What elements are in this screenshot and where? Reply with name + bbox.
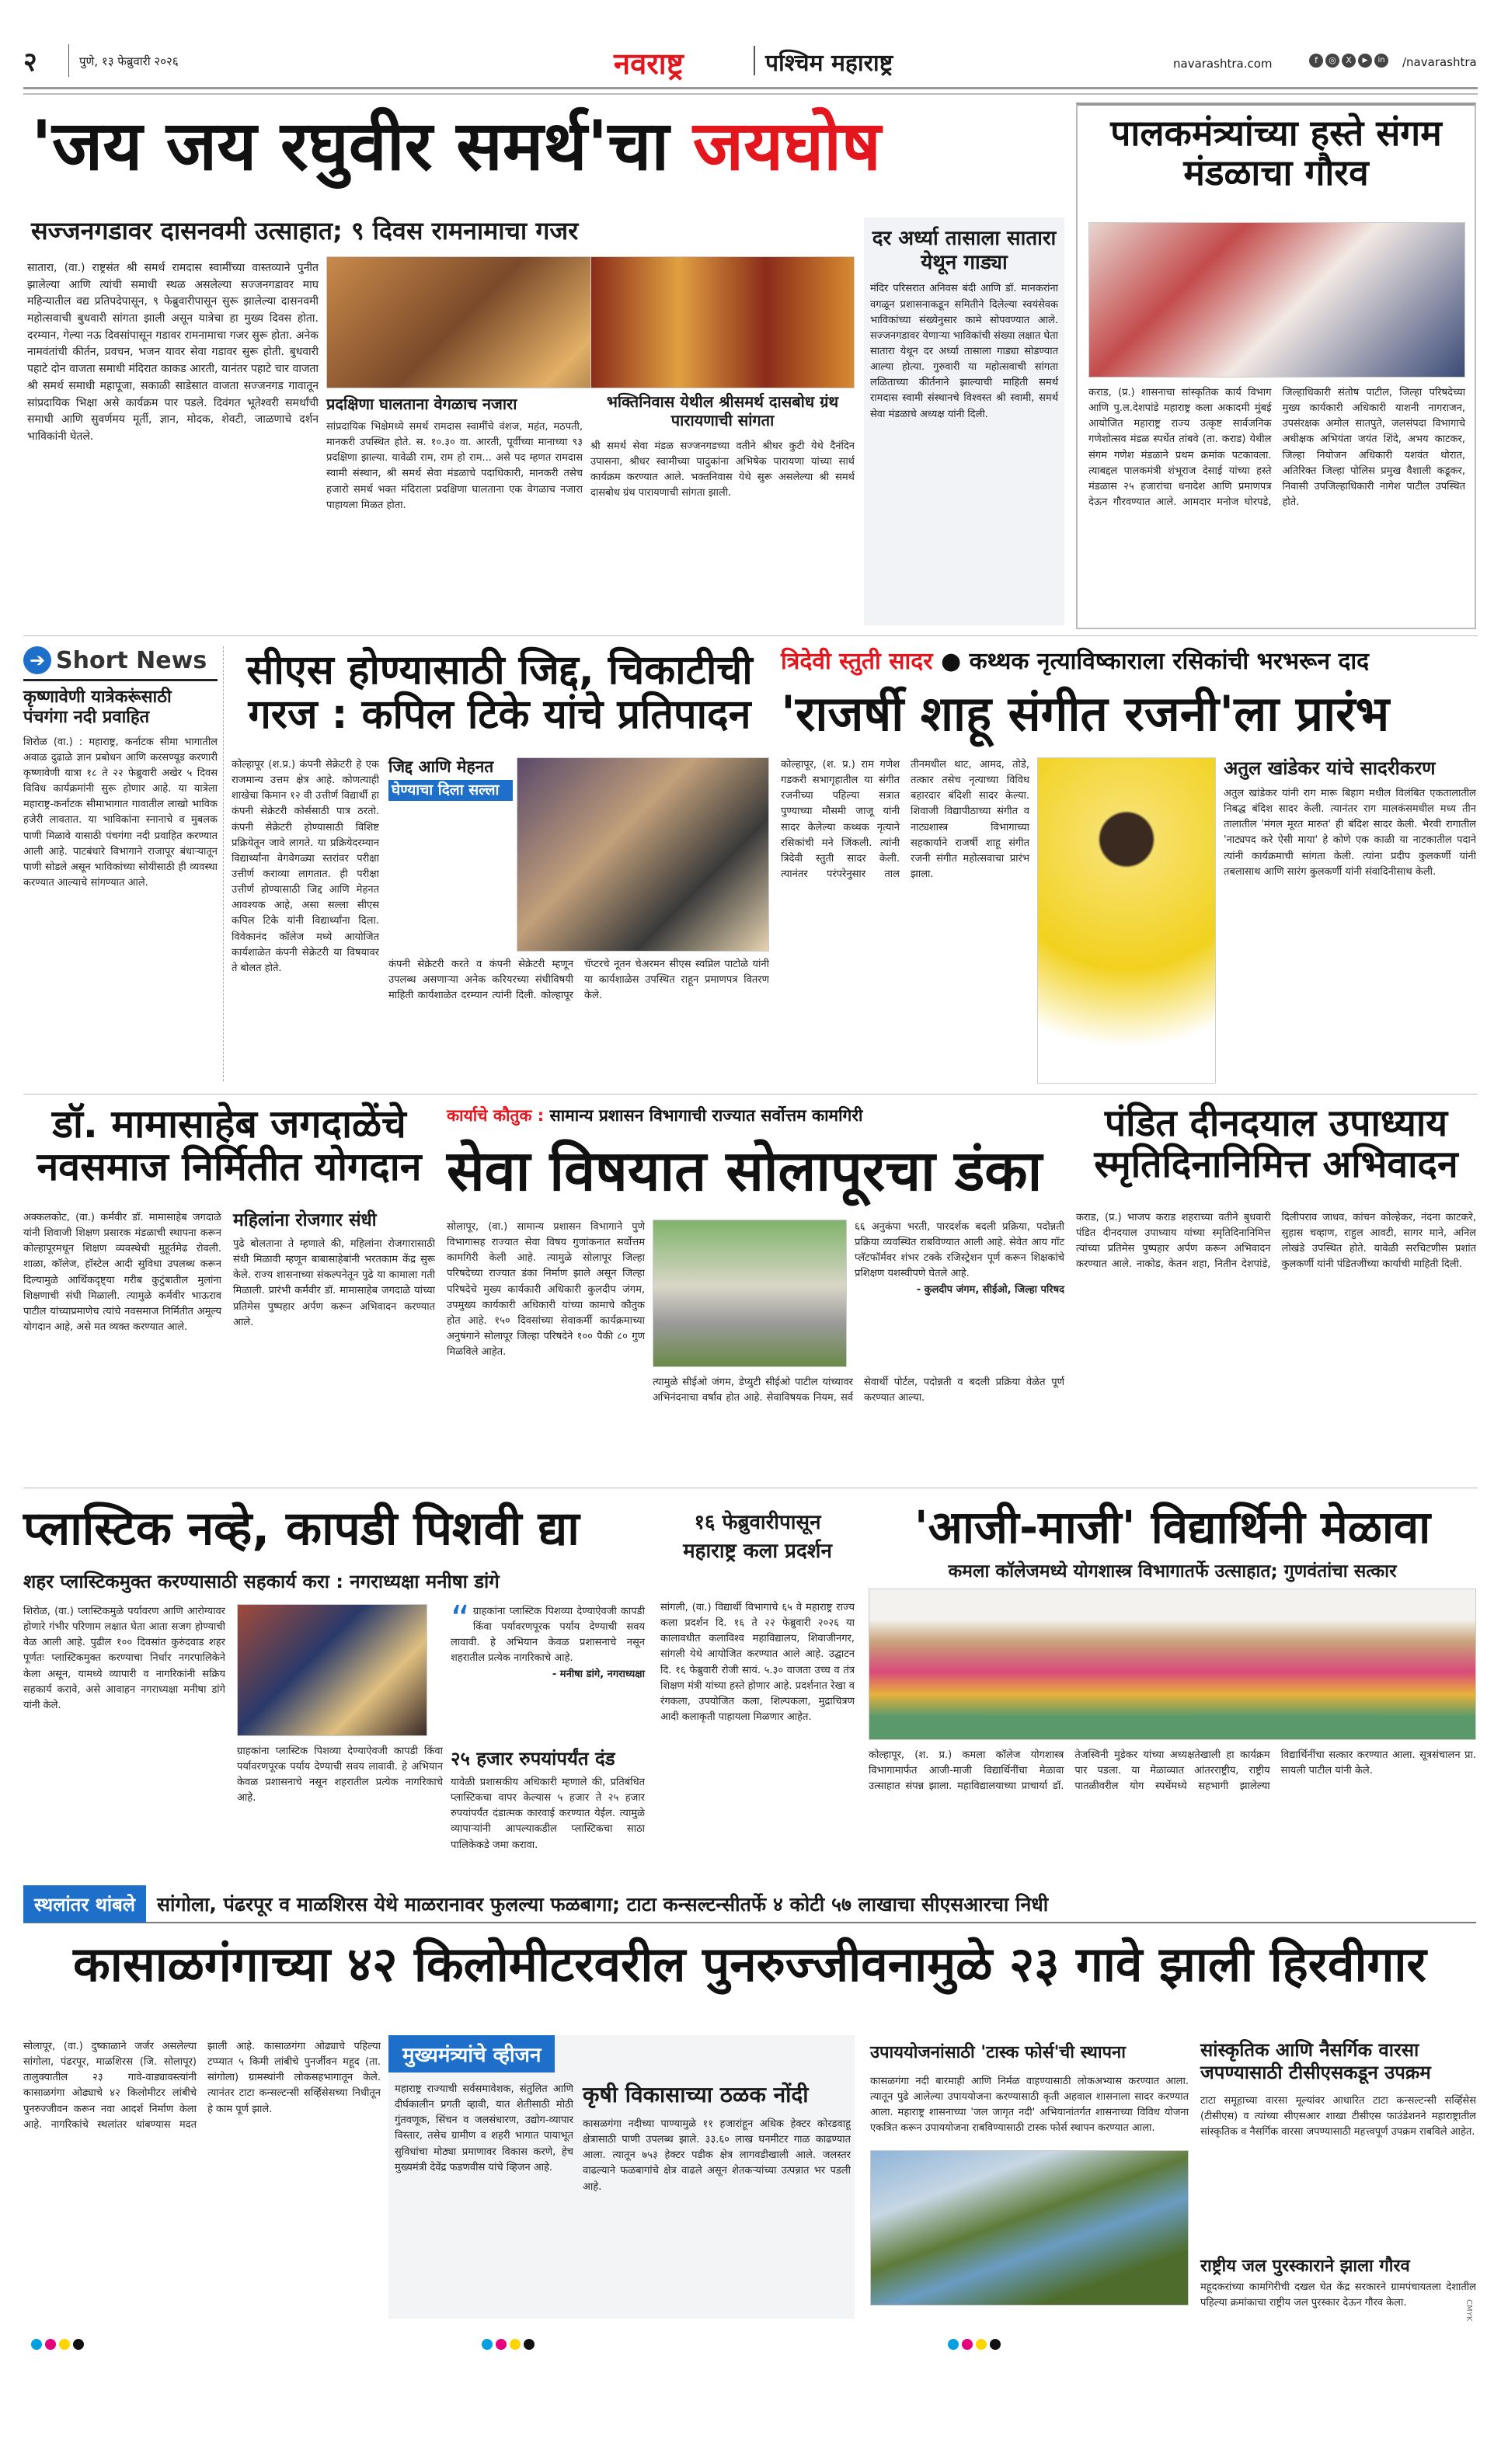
arrow-icon: ➔ — [23, 646, 51, 674]
deendayal-headline: पंडित दीनदयाल उपाध्याय स्मृतिदिनानिमित्त अभिवादन — [1094, 1101, 1458, 1186]
x-icon[interactable]: X — [1342, 54, 1356, 68]
cmyk-mark: CMYK — [1464, 2299, 1473, 2322]
registration-marks-left — [31, 2338, 87, 2353]
cs-inset — [388, 757, 513, 801]
tcs-title: सांस्कृतिक आणि नैसर्गिक वारसा जपण्यासाठी टीसीएसकडून उपक्रम — [1200, 2039, 1431, 2083]
rajarshi-body: कोल्हापूर, (श. प्र.) राम गणेश गडकरी सभागृहातील या संगीत रजनीच्या पहिल्या सत्रात पुण्याच्या मौसमी जाजू यांनी सादर केलेल्या कथ्थक नृत्याने रसिकांची मने जिंकली. त्यांनी त्रिदेवी स्तुती सादर केली. त्यानंतर परंपरेनुसार ताल तीनमधील थाट, आमद, तोडे, तत्कार तसेच नृत्याच्या विविध बहारदार बंदिशी सादर केल्या. शिवाजी विद्यापीठाच्या संगीत व नाट्यशास्त्र विभागाच्या सहकार्याने राजर्षी शाहू संगीत रजनी संगीत महोत्सवाचा प्रारंभ झाला. — [781, 759, 1029, 880]
linkedin-icon[interactable]: in — [1374, 54, 1388, 68]
facebook-icon[interactable]: f — [1309, 54, 1323, 68]
task-title: उपाययोजनांसाठी 'टास्क फोर्स'ची स्थापना — [870, 2043, 1126, 2062]
mamasaheb-body: अक्कलकोट, (वा.) कर्मवीर डॉ. मामासाहेब जगदाळे यांनी शिवाजी शिक्षण प्रसारक मंडळाची स्थापना करून कोल्हापूरमधून शिक्षण व्यवस्थेची मुहूर्तमेढ रोवली. शाळा, कॉलेज, हॉस्टेल आदी सुविधा उपलब्ध करून दिल्यामुळे आर्थिकदृष्ट्या गरीब कुटुंबातील मुलांना शिक्षणाची संधी मिळाली. त्यामुळे कर्मवीर भाऊराव पाटील यांच्याप्रमाणेच त्यांचे नवसमाज निर्मितीत अमूल्य योगदान आहे, असे मत व्यक्त करण्यात आले. — [23, 1212, 221, 1333]
youtube-icon[interactable]: ▶ — [1358, 54, 1372, 68]
plastic-body: शिरोळ, (वा.) प्लास्टिकमुळे पर्यावरण आणि आरोग्यावर होणारे गंभीर परिणाम लक्षात घेता आता सजग होण्याची वेळ आली आहे. पुढील १०० दिवसांत कुरुंदवाड शहर पूर्णतः प्लास्टिकमुक्त करण्याचा निर्धार नगरपालिकेने केला असून, यामध्ये व्यापारी व नागरिकांनी सक्रिय सहकार्य करावे, असे आवाहन नगराध्यक्षा मनीषा डांगे यांनी केले. — [23, 1606, 225, 1711]
instagram-icon[interactable]: ◎ — [1325, 54, 1339, 68]
tcs-body: टाटा समूहाच्या वारसा मूल्यांवर आधारित टाटा कन्सल्टन्सी सर्व्हिसेस (टीसीएस) व त्यांच्या सीएसआर शाखा टीसीएस फाउंडेशनने महाराष्ट्रातील सांस्कृतिक व नैसर्गिक वारसा जपण्यासाठी महत्त्वपूर्ण उपक्रम राबविले आहेत. — [1200, 2095, 1476, 2139]
rajarshi-headline: 'राजर्षी शाहू संगीत रजनी'ला प्रारंभ — [781, 685, 1390, 742]
fine-body: यावेळी प्रशासकीय अधिकारी म्हणाले की, प्रतिबंधित प्लास्टिकचा वापर केल्यास ५ हजार ते २५ हजार रुपयांपर्यंत दंडात्मक कारवाई करण्यात येईल. त्यामुळे व्यापाऱ्यांनी आपल्याकडील प्लास्टिकचा साठा पालिकेकडे जमा करावा. — [451, 1777, 645, 1851]
right-top-headline: पालकमंत्र्यांच्या हस्ते संगम मंडळाचा गौरव — [1110, 112, 1442, 193]
plastic-body2: ग्राहकांना प्लास्टिक पिशव्या देण्याऐवजी कापडी किंवा पर्यावरणपूरक पर्याय देण्याची सवय लावावी. हे अभियान केवळ प्रशासनाचे नसून शहरातील प्रत्येक नागरिकाचे आहे. — [237, 1745, 443, 1804]
photo1-text: सांप्रदायिक भिक्षेमध्ये समर्थ रामदास स्वामींचे वंशज, महंत, मठपती, मानकरी उपस्थित होते. स. १०.३० वा. आरती, पूर्वीच्या मानाच्या ९३ प्रदक्षिणा झाल्या. यावेळी राम, राम हो राम... असे पद म्हणत रामदास स्वामी संस्थान, श्री समर्थ सेवा मंडळाचे पदाधिकारी, मानकरी तसेच हजारो समर्थ भक्त मंदिराला प्रदक्षिणा घालताना एक वेगळाच नजारा पाहायला मिळत होता. — [326, 421, 583, 511]
ticker-bar — [23, 1886, 1476, 1923]
social-handle[interactable]: /navarashtra — [1402, 55, 1477, 69]
photo1-caption: प्रदक्षिणा घालताना वेगळाच नजारा — [326, 395, 517, 413]
sidebar-title: दर अर्ध्या तासाला सातारा येथून गाड्या — [872, 227, 1057, 275]
mamasaheb-inset-title: महिलांना रोजगार संधी — [233, 1210, 377, 1230]
aaji-maji-subhead: कमला कॉलेजमध्ये योगशास्त्र विभागातर्फे उत्साहात; गुणवंतांचा सत्कार — [948, 1561, 1397, 1582]
art-expo-body: सांगली, (वा.) विद्यार्थी विभागाचे ६५ वे महाराष्ट्र राज्य कला प्रदर्शन दि. १६ ते २२ फेब्रुवारी २०२६ या कालावधीत कलाविश्व महाविद्यालय, शिवाजीनगर, सांगली येथे आयोजित करण्यात आले आहे. उद्घाटन दि. १६ फेब्रुवारी रोजी सायं. ५.३० वाजता उच्च व तंत्र शिक्षण मंत्री यांच्या हस्ते होणार आहे. प्रदर्शनात रेखा व रंगकला, उपयोजित कला, शिल्पकला, मुद्राचित्रण आदी कलाकृती पाहायला मिळणार आहेत. — [660, 1602, 855, 1723]
registration-marks-right — [948, 2338, 1004, 2353]
rajarshi-right-body: अतुल खांडेकर यांनी राग मारू बिहाग मधील विलंबित एकतालातील निबद्ध बंदिश सादर केली. त्यानंतर राग मालकंसमधील मध्य तीन तालातील 'मंगल मूरत मारुत' ही बंदिश सादर केली. भैरवी रागातील 'नाट्यपद करे ऐसी माया' हे कोणे एक काळी या नाटकातील पदाने त्यांनी कार्यक्रमाची सांगता केली. त्यांना प्रदीप कुलकर्णी यांनी तबलासाथ आणि सारंग कुलकर्णी यांनी संवादिनीसाथ केली. — [1224, 788, 1476, 878]
cs-inset-sub: घेण्याचा दिला सल्ला — [388, 780, 513, 801]
plastic-headline: प्लास्टिक नव्हे, कापडी पिशवी द्या — [23, 1502, 580, 1556]
rajarshi-subhead: अतुल खांडेकर यांचे सादरीकरण — [1224, 757, 1436, 779]
lead-body: सातारा, (वा.) राष्ट्रसंत श्री समर्थ रामदास स्वामींच्या वास्तव्याने पुनीत झालेल्या आणि त्यांची समाधी स्थळ असलेल्या सज्जनगडावर माघ महिन्यातील वद्य प्रतिपदेपासून, ९ फेब्रुवारीपासून सुरू झालेल्या दासनवमी महोत्सवाची बुधवारी सांगता झाली असून यात्रेचा हा मुख्य दिवस होता. दरम्यान, गेल्या नऊ दिवसांपासून गडावर रामनामाचा गजर सुरू होता. अनेक नामवंतांची कीर्तन, प्रवचन, भजन यावर सेवा गडावर सुरू होती. बुधवारी पहाटे दोन वाजता समाधी मंदिरात काकड आरती, यानंतर पहाटे चार वाजता श्री समर्थ समाधी महापूजा, सकाळी साडेसात वाजता सज्जनगड गावातून सांप्रदायिक भिक्षा असे कार्यक्रम पार पडले. दिवंगत भूतेश्वरी समर्थांची समाधी आणि सुवर्णमय मूर्ती, ज्ञान, मोदक, शेवटी, जाळणाचे दर्शन भाविकांनी घेतले. — [27, 262, 319, 443]
short-news-body: शिरोळ (वा.) : महाराष्ट्र, कर्नाटक सीमा भागातील अवाळ दुढाळे ज्ञान प्रबोधन आणि करसण्यूड करणारी कृष्णावेणी यात्रा १८ ते २२ फेब्रुवारी अखेर ५ दिवस विविध कार्यक्रमांनी सुरू होणार आहे. या यात्रेला महाराष्ट्र-कर्नाटक सीमाभागात गावातील लाखो भाविक हजेरी लावतात. या भाविकांना स्नानाचे व मुबलक पाणी मिळावे यासाठी पंचगंगा नदी प्रवाहित करण्यात आली आहे. पाटबंधारे विभागाने राजापूर बंधाऱ्यातून पाणी सोडले असून भाविकांच्या सोयीसाठी ही व्यवस्था करण्यात आल्याचे सांगण्यात आले. — [23, 736, 218, 889]
agri-title: कृषी विकासाच्या ठळक नोंदी — [583, 2082, 809, 2107]
page-header — [23, 43, 1478, 82]
award-body: महूदकरांच्या कामगिरीची दखल घेत केंद्र सरकारने ग्रामपंचायतला देशातील पहिल्या क्रमांकाचा राष्ट्रीय जल पुरस्कार देऊन गौरव केला. — [1200, 2281, 1476, 2309]
cs-inset-title: जिद्द आणि मेहनत — [388, 757, 494, 776]
photo2-caption: भक्तिनिवास येथील श्रीसमर्थ दासबोध ग्रंथ पारायणाची सांगता — [606, 392, 839, 430]
plastic-photo — [237, 1604, 427, 1736]
seva-kicker: कार्याचे कौतुक : सामान्य प्रशासन विभागाची राज्यात सर्वोत्तम कामगिरी — [447, 1106, 863, 1125]
short-news-headline: कृष्णावेणी यात्रेकरूंसाठी पंचगंगा नदी प्रवाहित — [23, 687, 172, 728]
sidebar-text: मंदिर परिसरात अनिवस बंदी आणि डॉ. मानकरांना वगळून प्रशासनाकडून समितीने दिलेल्या स्वयंसेवक भाविकांच्या संख्येनुसार कामे सोपवण्यात आले. सज्जनगडावर येणाऱ्या भाविकांची संख्या लक्षात घेता सातारा येथून दर अर्ध्या तासाला गाड्या सोडण्यात आल्या होत्या. गुरुवारी या महोत्सवाची सांगता लळिताच्या कीर्तनाने झाल्याची माहिती समर्थ रामदास स्वामी संस्थानचे विश्वस्त श्री स्वामी, समर्थ सेवा मंडळाचे अध्यक्ष यांनी दिली. — [870, 283, 1058, 420]
registration-marks-mid — [482, 2338, 538, 2353]
lead-headline: 'जय जय रघुवीर समर्थ'चा जयघोष — [31, 106, 881, 186]
fine-title: २५ हजार रुपयांपर्यंत दंड — [451, 1748, 615, 1770]
ticker-text: सांगोला, पंढरपूर व माळशिरस येथे माळरानावर फुलल्या फळबागा; टाटा कन्सल्टन्सीतर्फे ४ कोटी ५७ लाखाचा सीएसआरचा निधी — [157, 1893, 1049, 1916]
cs-caption: कंपनी सेक्रेटरी करते व कंपनी सेक्रेटरी म्हणून उपलब्ध असणाऱ्या अनेक करियरच्या संधीविषयी माहिती कार्यशाळेत दरम्यान त्यांनी दिली. कोल्हापूर चॅप्टरचे नूतन चेअरमन सीएस स्वप्निल पाटोळे यांनी या कार्यशाळेस उपस्थित राहून प्रमाणपत्र वितरण केले. — [388, 959, 769, 1002]
cm-vision-label: मुख्यमंत्र्यांचे व्हीजन — [388, 2035, 555, 2072]
photo2-text: श्री समर्थ सेवा मंडळ सज्जनगडच्या वतीने श्रीधर कुटी येथे दैनंदिन उपासना, श्रीधर स्वामीच्या पादुकांना अभिषेक पारायणा यांच्या सार्थ कार्यक्रम करण्यात आले. भक्तनिवास येथे सुरू असलेल्या श्री समर्थ दासबोध ग्रंथ पारायणाची सांगता झाली. — [590, 440, 855, 499]
quote-icon: “ — [451, 1598, 470, 1641]
right-top-photo — [1088, 222, 1465, 378]
seva-body2: त्यामुळे सीईओ जंगम, डेप्युटी सीईओ पाटील यांच्यावर अभिनंदनाचा वर्षाव होत आहे. सेवाविषयक नियम, सर्व सेवार्थी पोर्टल, पदोन्नती व बदली प्रक्रिया वेळेत पूर्ण करण्यात आल्या. — [653, 1376, 1064, 1404]
right-top-box — [1076, 103, 1476, 629]
brand-logo: नवराष्ट्र — [614, 47, 684, 81]
kasal-body: सोलापूर, (वा.) दुष्काळाने जर्जर असलेल्या सांगोला, पंढरपूर, माळशिरस (जि. सोलापूर) तालुक्यातील २३ गावे-वाड्यावस्त्यांनी कासाळगंगा ओढ्याचे ४२ किलोमीटर लांबीचे पुनरुज्जीवन करून नवा आदर्श निर्माण केला आहे. नागरिकांचे स्थलांतर थांबण्यास मदत झाली आहे. कासाळगंगा ओढ्याचे पहिल्या टप्प्यात ५ किमी लांबीचे पुनर्जीवन महूद (ता. सांगोला) ग्रामस्थांनी लोकसहभागातून केले. त्यानंतर टाटा कन्सल्टन्सी सर्व्हिसेसच्या निधीतून हे काम पूर्ण झाले. — [23, 2041, 381, 2131]
deendayal-body: कराड, (प्र.) भाजप कराड शहराच्या वतीने बुधवारी पंडित दीनदयाल उपाध्याय यांच्या स्मृतिदिनानिमित्त त्यांच्या प्रतिमेस पुष्पहार अर्पण करून अभिवादन करण्यात आले. नाकोड, केतन शहा, नितीन देशपांडे, दिलीपराव जाधव, कांचन कोल्हेकर, नंदना काटकरे, सुहास चव्हाण, राहुल आवटी, सागर माने, अनिल लोखंडे उपस्थित होते. यावेळी सरचिटणीस प्रशांत कुलकर्णी यांनी पंडितजींच्या कार्याची माहिती दिली. — [1076, 1212, 1476, 1271]
task-body: कासळगंगा नदी बारमाही आणि निर्मळ वाहण्यासाठी लोकअभ्यास करण्यात आला. त्यातून पुढे आलेल्या उपाययोजना करण्यासाठी कृती अहवाल शासनाला सादर करण्यात आला. महाराष्ट्र शासनाच्या 'जल जागृत नदी' अभियानांतर्गत शासनाच्या विविध योजना एकत्रित करून उपाययोजना राबविण्यासाठी टास्क फोर्स स्थापन करण्यात आला. — [870, 2076, 1189, 2135]
social-icons — [1309, 54, 1388, 68]
cm-vision-box — [388, 2035, 855, 2319]
cm-vision-body: महाराष्ट्र राज्याची सर्वसमावेशक, संतुलित आणि दीर्घकालीन प्रगती व्हावी, यात शेतीसाठी मोठी गुंतवणूक, सिंचन व जलसंधारण, उद्योग-व्यापार विस्तार, तसेच ग्रामीण व शहरी भागात पायाभूत सुविधांचा मोठ्या प्रमाणावर विकास करणे, हेच मुख्यमंत्री देवेंद्र फडणवीस यांचे व्हिजन आहे. — [395, 2083, 573, 2173]
cs-body: कोल्हापूर (श.प्र.) कंपनी सेक्रेटरी हे एक राजमान्य उत्तम क्षेत्र आहे. कोणत्याही शाखेचा किमान १२ वी उत्तीर्ण विद्यार्थी हा कंपनी सेक्रेटरी कोर्ससाठी पात्र ठरतो. कंपनी सेक्रेटरी होण्यासाठी विशिष्ट प्रक्रियेतून जावे लागते. या प्रक्रियेदरम्यान विद्यार्थ्यांना वेगवेगळ्या स्तरांवर परीक्षा उत्तीर्ण कराव्या लागतात. ही परीक्षा उत्तीर्ण होण्यासाठी जिद्द आणि मेहनत आवश्यक आहे, असा सल्ला सीएस कपिल टिके यांनी विद्यार्थ्यांना दिला. विवेकानंद कॉलेज मध्ये आयोजित कार्यशाळेत कंपनी सेक्रेटरी या विषयावर ते बोलत होते. — [232, 759, 379, 974]
plastic-subhead: शहर प्लास्टिकमुक्त करण्यासाठी सहकार्य करा : नगराध्यक्षा मनीषा डांगे — [23, 1571, 500, 1592]
river-photo — [870, 2150, 1189, 2306]
seva-headline: सेवा विषयात सोलापूरचा डंका — [447, 1138, 1043, 1203]
lead-subhead: सज्जनगडावर दासनवमी उत्साहात; ९ दिवस रामनामाचा गजर — [31, 216, 579, 245]
aaji-maji-headline: 'आजी-माजी' विद्यार्थिनी मेळावा — [914, 1501, 1431, 1554]
edition-date: पुणे, १३ फेब्रुवारी २०२६ — [79, 54, 179, 68]
seva-body: सोलापूर, (वा.) सामान्य प्रशासन विभागाने पुणे विभागासह राज्यात सेवा विषय गुणांकनात सर्वोत्तम कामगिरी केली आहे. त्यामुळे सोलापूर जिल्हा परिषदेच्या राज्यात डंका निर्माण झाले असून जिल्हा परिषदेचे मुख्य कार्यकारी अधिकारी कुलदीप जंगम, उपमुख्य कार्यकारी अधिकारी यांच्या कामाचे कौतुक होत आहे. १५० दिवसांच्या सेवाकर्मी कार्यक्रमाच्या अनुषंगाने सोलापूर जिल्हा परिषदेने १०० पैकी ८० गुण मिळविले आहेत. — [447, 1221, 645, 1359]
kasal-headline: कासाळगंगाच्या ४२ किलोमीटरवरील पुनरुज्जीवनामुळे २३ गावे झाली हिरवीगार — [73, 1936, 1426, 1992]
edition-name: पश्चिम महाराष्ट्र — [765, 50, 893, 77]
seva-quote: ६६ अनुकंपा भरती, पारदर्शक बदली प्रक्रिया, पदोन्नती प्रक्रिया व्यवस्थित राबविण्यात आली आहे. सेवेत आय गॉट प्लॅटफॉर्मवर शंभर टक्के रजिस्ट्रेशन पूर्ण करून शिक्षकांचे प्रशिक्षण यशस्वीपणे घेतले आहे. - कुलदीप जंगम, सीईओ, जिल्हा परिषद — [855, 1221, 1064, 1296]
award-title: राष्ट्रीय जल पुरस्काराने झाला गौरव — [1200, 2257, 1410, 2276]
agri-body: कासळगंगा नदीच्या पाण्यामुळे ११ हजारांहून अधिक हेक्टर कोरडवाहू क्षेत्रासाठी पाणी उपलब्ध झाले. ३३.६० लाख घनमीटर गाळ काढण्यात आला. त्यातून ७५३ हेक्टर पडीक क्षेत्र लागवडीखाली आले. जलस्तर वाढल्याने फळबागांचे क्षेत्र वाढले असून शेतकऱ्यांच्या उत्पन्नात भर पडली आहे. — [583, 2118, 851, 2193]
sidebar-box — [864, 218, 1064, 625]
mamasaheb-headline: डॉ. मामासाहेब जगदाळेंचे नवसमाज निर्मितीत योगदान — [37, 1101, 422, 1189]
lead-photo-idol — [590, 256, 855, 388]
cs-headline: सीएस होण्यासाठी जिद्द, चिकाटीची गरज : कपिल टिके यांचे प्रतिपादन — [246, 647, 753, 739]
dancer-photo — [1037, 757, 1216, 1084]
group-photo — [869, 1589, 1476, 1740]
art-expo: १६ फेब्रुवारीपासून महाराष्ट्र कला प्रदर्शन — [683, 1511, 832, 1564]
right-top-body: कराड, (प्र.) शासनाचा सांस्कृतिक कार्य विभाग आणि पु.ल.देशपांडे महाराष्ट्र कला अकादमी मुंबई आयोजित महाराष्ट्र राज्य उत्कृष्ट सार्वजनिक गणेशोत्सव मंडळ स्पर्धेत तांबवे (ता. कराड) येथील संगम गणेश मंडळाने प्रथम क्रमांक पटकावला. त्याबद्दल पालकमंत्री शंभूराज देसाई यांच्या हस्ते मंडळास २५ हजारांचा धनादेश आणि प्रमाणपत्र देऊन गौरवण्यात आले. आमदार मनोज घोरपडे, जिल्हाधिकारी संतोष पाटील, जिल्हा परिषदेच्या मुख्य कार्यकारी अधिकारी याशनी नागराजन, उपसंरक्षक अमोल सातपुते, जलसंपदा विभागाचे अधीक्षक अभियंता जयंत शिंदे, अभय काटकर, जिल्हा नियोजन अधिकारी यशवंत थोरात, अतिरिक्त जिल्हा पोलिस प्रमुख वैशाली कडूकर, निवासी उपजिल्हाधिकारी नागेश पाटील उपस्थित होते. — [1088, 387, 1465, 508]
short-news — [23, 646, 218, 1081]
plastic-quote: “ ग्राहकांना प्लास्टिक पिशव्या देण्याऐवजी कापडी किंवा पर्यावरणपूरक पर्याय देण्याची सवय लावावी. हे अभियान केवळ प्रशासनाचे नसून शहरातील प्रत्येक नागरिकाचे आहे. - मनीषा डांगे, नगराध्यक्षा — [451, 1598, 645, 1680]
rajarshi-kicker: त्रिदेवी स्तुती सादर ● कथ्थक नृत्याविष्काराला रसिकांची भरभरून दाद — [781, 648, 1370, 675]
page-number: २ — [23, 47, 37, 78]
short-news-label: Short News — [56, 646, 207, 674]
mamasaheb-inset-body: पुढे बोलताना ते म्हणाले की, महिलांना रोजगारासाठी संधी मिळावी म्हणून बाबासाहेबांनी भरतकाम केंद्र सुरू केले. राज्य शासनाच्या संकल्पनेतून पुढे या कामाला गती मिळाली. प्रारंभी कर्मवीर डॉ. मामासाहेब जगदाळे यांच्या प्रतिमेस पुष्पहार अर्पण करून अभिवादन करण्यात आले. — [233, 1238, 435, 1328]
aaji-maji-body: कोल्हापूर, (श. प्र.) कमला कॉलेज योगशास्त्र विभागामार्फत आजी-माजी विद्यार्थिनींचा मेळावा उत्साहात संपन्न झाला. महाविद्यालयाच्या प्राचार्या डॉ. तेजस्विनी मुडेकर यांच्या अध्यक्षतेखाली हा कार्यक्रम पार पडला. या मेळाव्यात आंतरराष्ट्रीय, राष्ट्रीय पातळीवरील योग स्पर्धेमध्ये सहभागी झालेल्या विद्यार्थिनींचा सत्कार करण्यात आला. सूत्रसंचालन प्रा. सायली पाटील यांनी केले. — [869, 1749, 1476, 1793]
ticker-label: स्थलांतर थांबले — [23, 1885, 146, 1923]
cs-photo — [517, 757, 769, 952]
zp-building-photo — [653, 1220, 847, 1367]
website-link[interactable]: navarashtra.com — [1173, 57, 1273, 71]
